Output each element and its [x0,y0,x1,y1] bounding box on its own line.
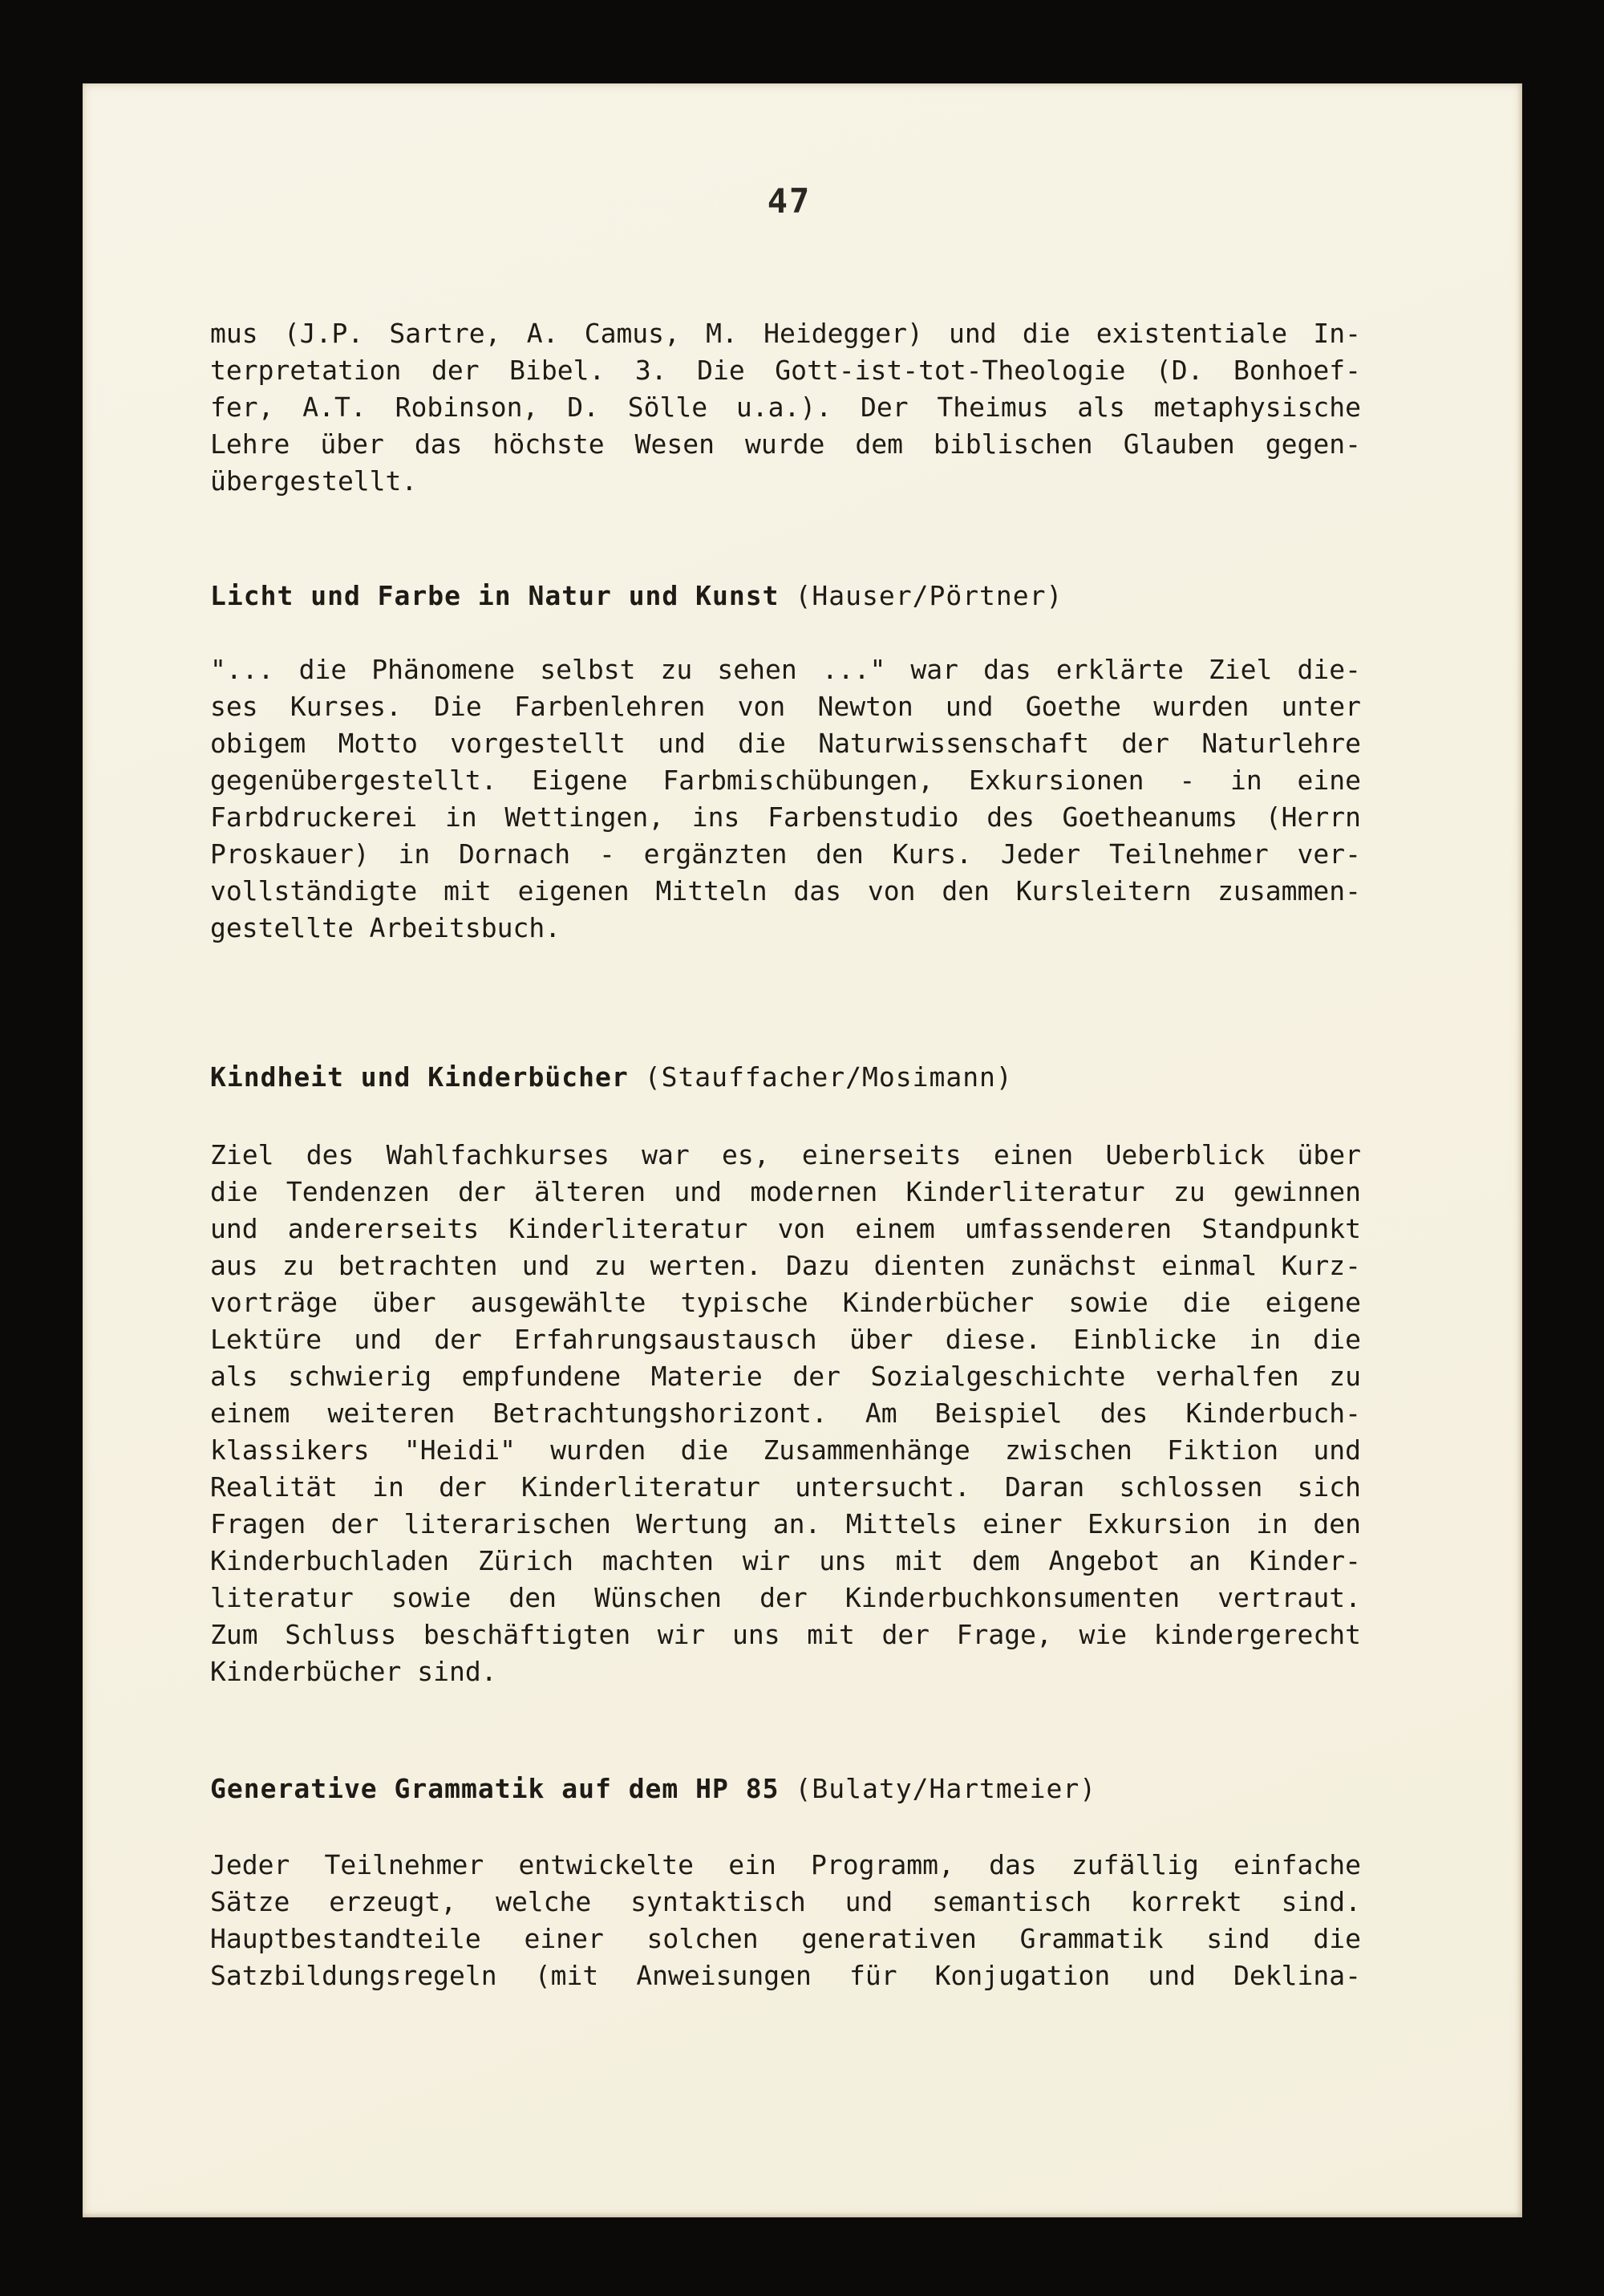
text-line: Fragen der literarischen Wertung an. Mittels einer Exkursion in den [210,1508,1361,1539]
text-line: Sätze erzeugt, welche syntaktisch und semantisch korrekt sind. [210,1886,1361,1917]
text-line: als schwierig empfundene Materie der Sozialgeschichte verhalfen zu [210,1361,1361,1392]
heading-title: Kindheit und Kinderbücher [210,1061,629,1093]
text-line: Jeder Teilnehmer entwickelte ein Programm, das zufällig einfache [210,1849,1361,1880]
heading-authors: (Bulaty/Hartmeier) [795,1773,1097,1804]
text-line: terpretation der Bibel. 3. Die Gott-ist-tot-Theologie (D. Bonhoef- [210,355,1361,386]
text-line: aus zu betrachten und zu werten. Dazu dienten zunächst einmal Kurz- [210,1250,1361,1281]
text-line: Zum Schluss beschäftigten wir uns mit der Frage, wie kindergerecht [210,1619,1361,1650]
text-line: übergestellt. [210,465,418,497]
text-line: literatur sowie den Wünschen der Kinderbuchkonsumenten vertraut. [210,1582,1361,1613]
section-heading-kindheit-und-kinderbuecher [210,1059,1361,1095]
text-line: gegenübergestellt. Eigene Farbmischübungen, Exkursionen - in eine [210,765,1361,796]
paragraph-kindheit-und-kinderbuecher [210,1137,1361,1690]
text-line: fer, A.T. Robinson, D. Sölle u.a.). Der Theimus als metaphysische [210,391,1361,423]
text-line: Proskauer) in Dornach - ergänzten den Kurs. Jeder Teilnehmer ver- [210,838,1361,870]
text-line: einem weiteren Betrachtungshorizont. Am Beispiel des Kinderbuch- [210,1397,1361,1429]
text-line: Lektüre und der Erfahrungsaustausch über diese. Einblicke in die [210,1324,1361,1355]
text-line: Lehre über das höchste Wesen wurde dem biblischen Glauben gegen- [210,428,1361,460]
text-line: Kinderbuchladen Zürich machten wir uns mit dem Angebot an Kinder- [210,1545,1361,1576]
paragraph-generative-grammatik [210,1847,1361,1994]
text-line: und andererseits Kinderliteratur von einem umfassenderen Standpunkt [210,1213,1361,1244]
text-line: mus (J.P. Sartre, A. Camus, M. Heidegger) und die existentiale In- [210,318,1361,349]
heading-title: Licht und Farbe in Natur und Kunst [210,580,780,611]
page-number: 47 [767,181,812,221]
heading-authors: (Stauffacher/Mosimann) [644,1061,1013,1093]
text-line: Ziel des Wahlfachkurses war es, einerseits einen Ueberblick über [210,1139,1361,1170]
paragraph-licht-und-farbe [210,651,1361,947]
text-line: "... die Phänomene selbst zu sehen ..." war das erklärte Ziel die- [210,654,1361,685]
text-line: Satzbildungsregeln (mit Anweisungen für Konjugation und Deklina- [210,1960,1361,1991]
section-heading-licht-und-farbe [210,578,1361,614]
scanned-page [83,83,1522,2217]
section-heading-generative-grammatik [210,1771,1361,1807]
text-line: Hauptbestandteile einer solchen generativen Grammatik sind die [210,1923,1361,1954]
text-line: ses Kurses. Die Farbenlehren von Newton und Goethe wurden unter [210,691,1361,722]
text-line: Kinderbücher sind. [210,1656,497,1687]
text-line: klassikers "Heidi" wurden die Zusammenhänge zwischen Fiktion und [210,1434,1361,1466]
text-line: vorträge über ausgewählte typische Kinderbücher sowie die eigene [210,1287,1361,1318]
paragraph-theismus-continuation [210,315,1361,500]
text-line: gestellte Arbeitsbuch. [210,912,561,943]
text-line: vollständigte mit eigenen Mitteln das von den Kursleitern zusammen- [210,875,1361,907]
text-line: Farbdruckerei in Wettingen, ins Farbenstudio des Goetheanums (Herrn [210,801,1361,833]
text-line: Realität in der Kinderliteratur untersucht. Daran schlossen sich [210,1471,1361,1503]
text-line: obigem Motto vorgestellt und die Naturwissenschaft der Naturlehre [210,728,1361,759]
heading-title: Generative Grammatik auf dem HP 85 [210,1773,780,1804]
text-line: die Tendenzen der älteren und modernen Kinderliteratur zu gewinnen [210,1176,1361,1207]
heading-authors: (Hauser/Pörtner) [795,580,1063,611]
